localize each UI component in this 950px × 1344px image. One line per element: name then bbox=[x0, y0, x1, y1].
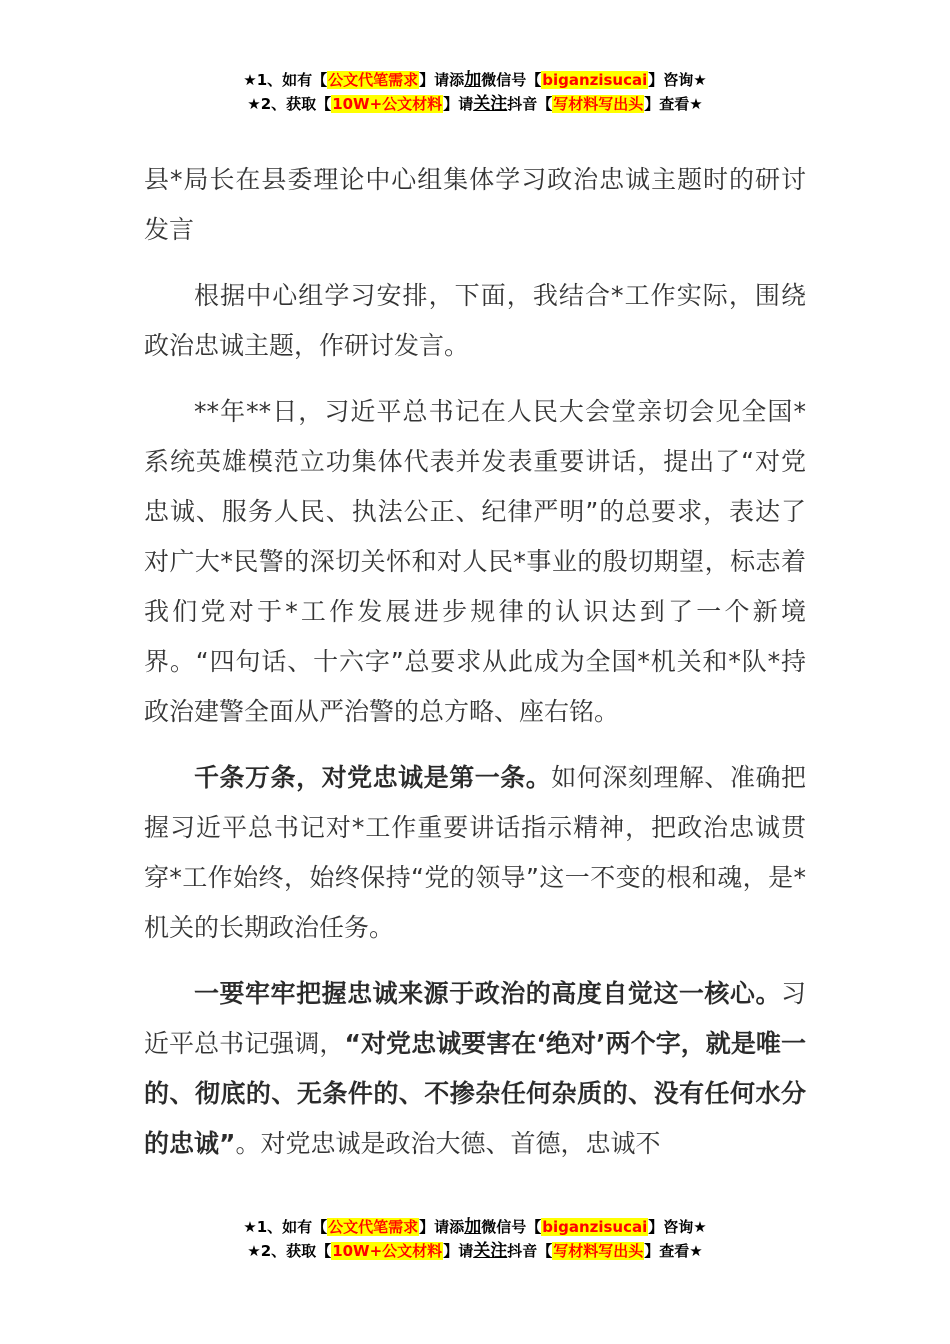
banner-text: 】查看★ bbox=[644, 95, 703, 113]
banner-highlight: 公文代笔需求 bbox=[328, 71, 419, 89]
banner-highlight: 写材料写出头 bbox=[553, 1242, 644, 1260]
document-body bbox=[144, 155, 806, 1185]
banner-text: ★1、如有【 bbox=[243, 71, 328, 89]
banner-text: 】咨询★ bbox=[648, 1218, 707, 1236]
paragraph-4-quote: “对党忠诚要害在‘绝对’两个字，就是唯一的、彻底的、无条件的、不掺杂任何杂质的、没有任何水分的忠诚” bbox=[144, 1029, 806, 1158]
banner-highlight: 公文代笔需求 bbox=[328, 1218, 419, 1236]
paragraph-4-lead: 一要牢牢把握忠诚来源于政治的高度自觉这一核心。 bbox=[194, 979, 781, 1008]
banner-text: ★1、如有【 bbox=[243, 1218, 328, 1236]
banner-emphasis: 关注 bbox=[473, 1241, 508, 1261]
paragraph-2: **年**日，习近平总书记在人民大会堂亲切会见全国*系统英雄模范立功集体代表并发表重要讲话，提出了“对党忠诚、服务人民、执法公正、纪律严明”的总要求，表达了对广大*民警的深切关怀和对人民*事业的殷切期望，标志着我们党对于*工作发展进步规律的认识达到了一个新境界。“四句话、十六字”总要求从此成为全国*机关和*队*持政治建警全面从严治警的总方略、座右铭。 bbox=[144, 397, 806, 726]
banner-highlight: 10W+公文材料 bbox=[332, 1242, 443, 1260]
paragraph-4-text: 习近平总书记强调， bbox=[144, 979, 806, 1058]
banner-text: 】请添 bbox=[419, 1218, 465, 1236]
banner-text: 抖音【 bbox=[507, 1242, 553, 1260]
paragraph-3 bbox=[144, 753, 806, 953]
footer-banner bbox=[0, 1215, 950, 1263]
banner-line-2 bbox=[0, 1239, 950, 1263]
banner-highlight: biganzisucai bbox=[542, 1218, 648, 1236]
banner-text: 】查看★ bbox=[644, 1242, 703, 1260]
paragraph-3-lead: 千条万条，对党忠诚是第一条。 bbox=[194, 763, 552, 792]
banner-text: 抖音【 bbox=[507, 95, 553, 113]
document-title: 县*局长在县委理论中心组集体学习政治忠诚主题时的研讨发言 bbox=[144, 165, 806, 244]
paragraph-3-text: 如何深刻理解、准确把握习近平总书记对*工作重要讲话指示精神，把政治忠诚贯穿*工作始终，始终保持“党的领导”这一不变的根和魂，是*机关的长期政治任务。 bbox=[144, 763, 806, 942]
banner-emphasis: 加 bbox=[464, 70, 482, 90]
paragraph-4-text-end: 。对党忠诚是政治大德、首德，忠诚不 bbox=[235, 1129, 661, 1158]
banner-line-1 bbox=[0, 1215, 950, 1239]
banner-line-2 bbox=[0, 92, 950, 116]
banner-text: 】请 bbox=[443, 1242, 474, 1260]
banner-highlight: 写材料写出头 bbox=[553, 95, 644, 113]
paragraph-4 bbox=[144, 969, 806, 1169]
banner-text: 微信号【 bbox=[481, 71, 542, 89]
banner-emphasis: 加 bbox=[464, 1217, 482, 1237]
banner-text: 微信号【 bbox=[481, 1218, 542, 1236]
paragraph-1: 根据中心组学习安排，下面，我结合*工作实际，围绕政治忠诚主题，作研讨发言。 bbox=[144, 281, 806, 360]
banner-emphasis: 关注 bbox=[473, 94, 508, 114]
banner-text: 】请 bbox=[443, 95, 474, 113]
banner-text: ★2、获取【 bbox=[247, 1242, 332, 1260]
banner-text: 】咨询★ bbox=[648, 71, 707, 89]
banner-text: 】请添 bbox=[419, 71, 465, 89]
banner-text: ★2、获取【 bbox=[247, 95, 332, 113]
header-banner bbox=[0, 68, 950, 116]
banner-highlight: 10W+公文材料 bbox=[332, 95, 443, 113]
banner-highlight: biganzisucai bbox=[542, 71, 648, 89]
banner-line-1 bbox=[0, 68, 950, 92]
